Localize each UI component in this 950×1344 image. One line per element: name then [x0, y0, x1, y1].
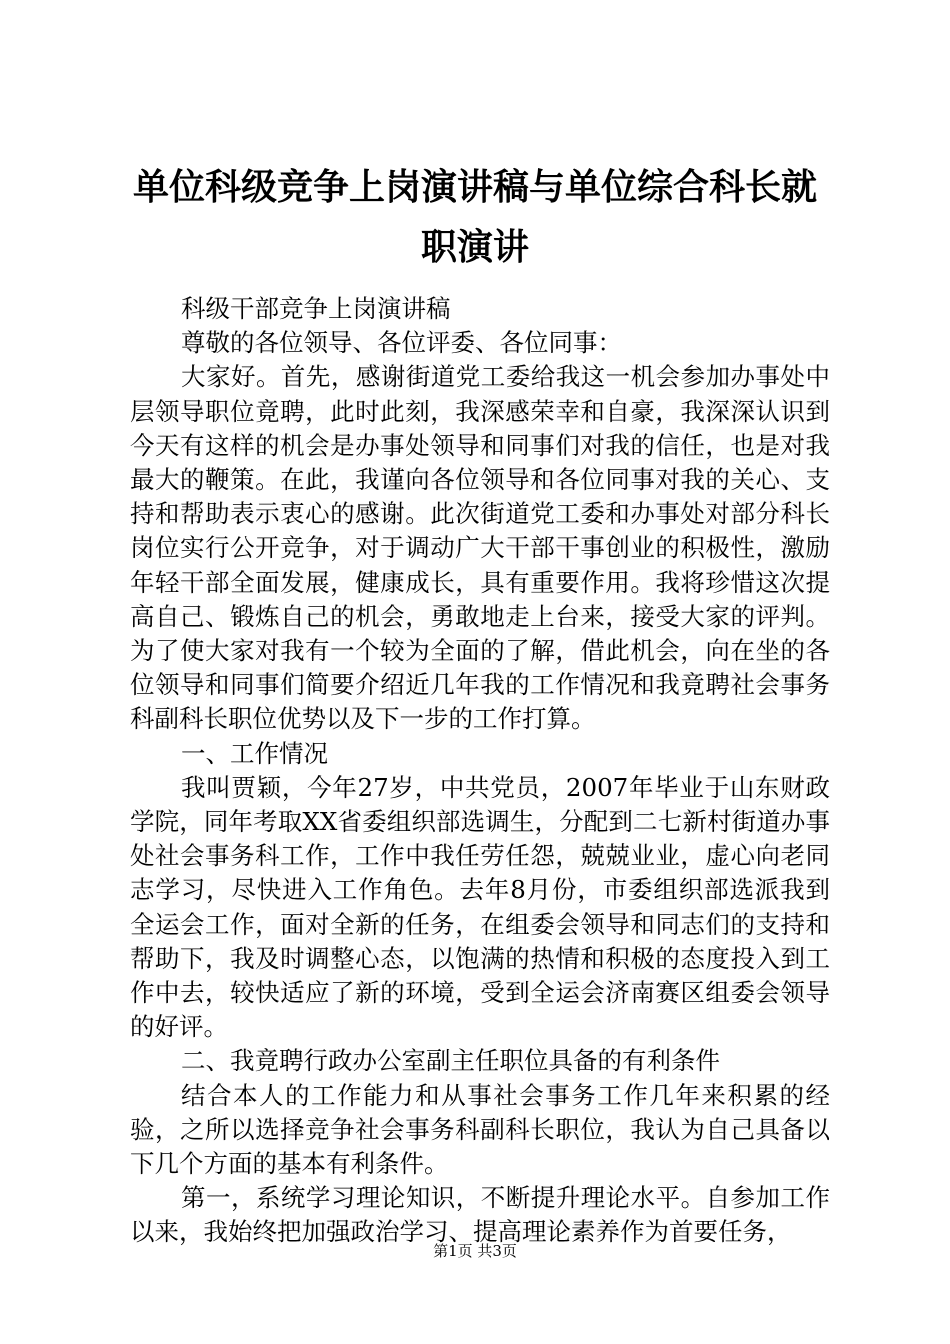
section-heading-conditions: 二、我竟聘行政办公室副主任职位具备的有利条件: [181, 1046, 720, 1076]
document-body: [130, 292, 830, 1250]
intro-paragraph: 大家好。首先，感谢街道党工委给我这一机会参加办事处中层领导职位竟聘，此时此刻，我深感荣幸和自豪，我深深认识到今天有这样的机会是办事处领导和同事们对我的信任，也是对我最大的鞭策。在此，我谨向各位领导和各位同事对我的关心、支持和帮助表示衷心的感谢。此次街道党工委和办事处对部分科长岗位实行公开竞争，对于调动广大干部干事创业的积极性，激励年轻干部全面发展，健康成长，具有重要作用。我将珍惜这次提高自己、锻炼自己的机会，勇敢地走上台来，接受大家的评判。为了使大家对我有一个较为全面的了解，借此机会，向在坐的各位领导和同事们简要介绍近几年我的工作情况和我竟聘社会事务科副科长职位优势以及下一步的工作打算。: [130, 362, 830, 734]
salutation-paragraph: 尊敬的各位领导、各位评委、各位同事：: [181, 328, 622, 358]
work-paragraph: 我叫贾颖，今年27岁，中共党员，2007年毕业于山东财政学院，同年考取XX省委组织部选调生，分配到二七新村街道办事处社会事务科工作，工作中我任劳任怨，兢兢业业，虚心向老同志学习，尽快进入工作角色。去年8月份，市委组织部选派我到全运会工作，面对全新的任务，在组委会领导和同志们的支持和帮助下，我及时调整心态，以饱满的热情和积极的态度投入到工作中去，较快适应了新的环境，受到全运会济南赛区组委会领导的好评。: [130, 772, 830, 1042]
conditions-paragraph: 结合本人的工作能力和从事社会事务工作几年来积累的经验，之所以选择竞争社会事务科副科长职位，我认为自己具备以下几个方面的基本有利条件。: [130, 1080, 830, 1179]
section-heading-work: 一、工作情况: [181, 738, 328, 768]
document-title: 单位科级竞争上岗演讲稿与单位综合科长就职演讲: [132, 167, 817, 268]
page-footer: 第1页 共3页: [433, 1242, 517, 1260]
first-point-paragraph: 第一，系统学习理论知识，不断提升理论水平。自参加工作以来，我始终把加强政治学习、提高理论素养作为首要任务，: [130, 1183, 830, 1247]
subtitle-paragraph: 科级干部竞争上岗演讲稿: [181, 294, 451, 323]
